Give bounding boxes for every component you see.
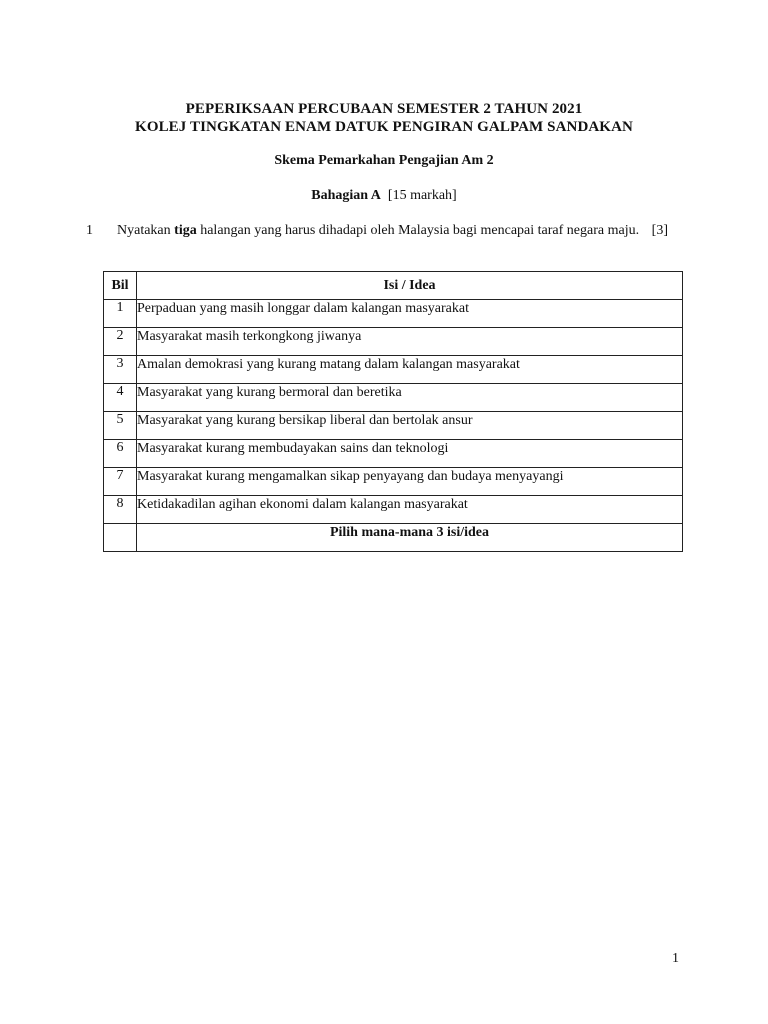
question-text-start: Nyatakan [117, 223, 175, 238]
question-1 [86, 221, 670, 240]
section-marks: [15 markah] [387, 188, 457, 203]
answer-rows [104, 300, 683, 524]
table-row [104, 356, 683, 384]
row-number: 1 [104, 300, 137, 328]
row-idea: Ketidakadilan agihan ekonomi dalam kalangan masyarakat [137, 496, 683, 524]
section-name: Bahagian A [311, 188, 381, 203]
question-text-end: halangan yang harus dihadapi oleh Malaysia bagi mencapai taraf negara maju. [196, 223, 640, 238]
table-row [104, 468, 683, 496]
row-number: 6 [104, 440, 137, 468]
table-row [104, 328, 683, 356]
table-row [104, 300, 683, 328]
row-idea: Masyarakat kurang membudayakan sains dan teknologi [137, 440, 683, 468]
college-name: KOLEJ TINGKATAN ENAM DATUK PENGIRAN GALPAM SANDAKAN [135, 119, 633, 135]
row-number: 2 [104, 328, 137, 356]
section-heading [0, 188, 768, 204]
row-number: 7 [104, 468, 137, 496]
table-row [104, 440, 683, 468]
marking-scheme-title: Skema Pemarkahan Pengajian Am 2 [274, 153, 494, 168]
answer-table [103, 271, 683, 552]
row-idea: Masyarakat masih terkongkong jiwanya [137, 328, 683, 356]
row-idea: Masyarakat yang kurang bersikap liberal dan bertolak ansur [137, 412, 683, 440]
row-idea: Masyarakat kurang mengamalkan sikap penyayang dan budaya menyayangi [137, 468, 683, 496]
header-bil: Bil [104, 272, 137, 300]
table-header-row [104, 272, 683, 300]
table-row [104, 384, 683, 412]
header-idea: Isi / Idea [137, 272, 683, 300]
row-number: 3 [104, 356, 137, 384]
row-idea: Perpaduan yang masih longgar dalam kalangan masyarakat [137, 300, 683, 328]
page-number: 1 [672, 951, 679, 966]
footer-note: Pilih mana-mana 3 isi/idea [137, 524, 683, 552]
table-footer-row [104, 524, 683, 552]
question-emphasis: tiga [174, 223, 197, 238]
exam-title: PEPERIKSAAN PERCUBAAN SEMESTER 2 TAHUN 2021 [185, 101, 583, 117]
question-number: 1 [86, 223, 93, 238]
row-number: 4 [104, 384, 137, 412]
question-marks: [3] [651, 223, 668, 238]
table-row [104, 412, 683, 440]
row-idea: Amalan demokrasi yang kurang matang dalam kalangan masyarakat [137, 356, 683, 384]
row-idea: Masyarakat yang kurang bermoral dan beretika [137, 384, 683, 412]
table-row [104, 496, 683, 524]
footer-empty-cell [104, 524, 137, 552]
row-number: 5 [104, 412, 137, 440]
row-number: 8 [104, 496, 137, 524]
